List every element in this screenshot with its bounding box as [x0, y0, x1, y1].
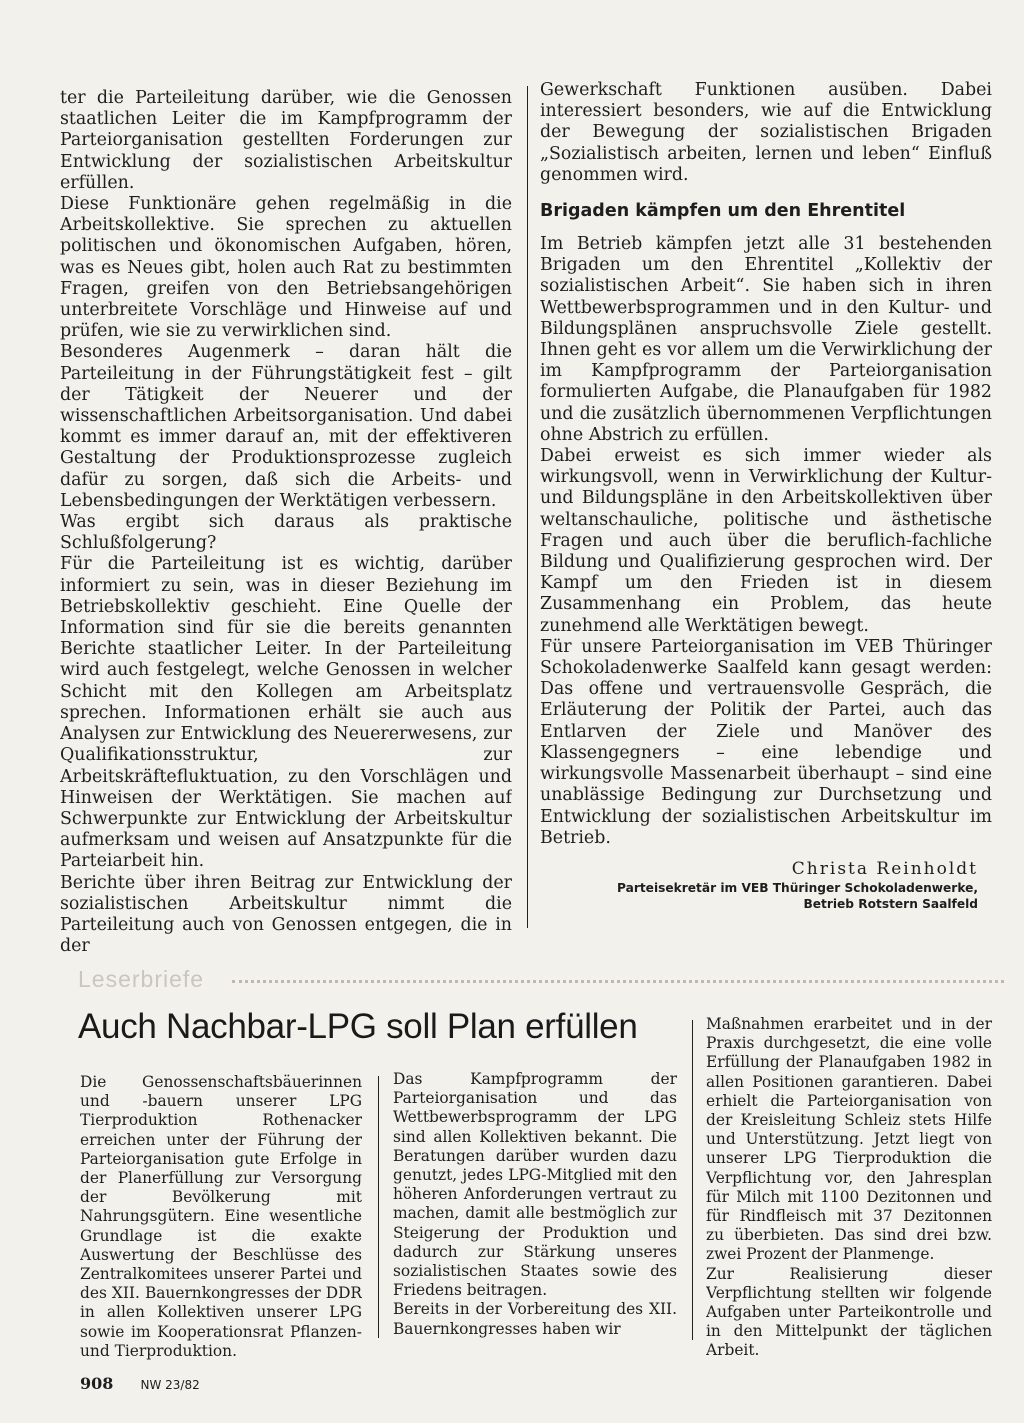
author-role: Parteisekretär im VEB Thüringer Schokoladenwerke,: [617, 881, 978, 896]
subheading: Brigaden kämpfen um den Ehrentitel: [540, 201, 906, 222]
column-divider: [378, 1076, 379, 1338]
paragraph: ter die Parteileitung darüber, wie die Genossen staatlichen Leiter die im Kampfprogramm der Parteiorganisation gestellten Forderungen zur Entwicklung der sozialistischen Arbeitskultur erfüllen.: [60, 88, 512, 193]
page-footer: [80, 1374, 200, 1393]
paragraph: Dabei erweist es sich immer wieder als wirkungsvoll, wenn in Verwirklichung der Kultur- und Bildungspläne in den Arbeitskollektiven über weltanschauliche, politische und ästhetische Fragen und auch über die beruflich-fachliche Bildung und Qualifizierung gesprochen wird. Der Kampf um den Frieden ist in diesem Zusammenhang ein Problem, das heute zunehmend alle Werktätigen bewegt.: [540, 446, 992, 636]
paragraph: Zur Realisierung dieser Verpflichtung stellten wir folgende Aufgaben unter Parteikontrolle und in den Mittelpunkt der täglichen Arbeit.: [706, 1264, 992, 1360]
letter-headline: Auch Nachbar-LPG soll Plan erfüllen: [78, 1007, 638, 1046]
paragraph: Berichte über ihren Beitrag zur Entwicklung der sozialistischen Arbeitskultur nimmt die Parteileitung auch von Genossen entgegen, die in der: [60, 872, 512, 957]
letter-column-2: [393, 1070, 677, 1339]
author-affiliation: Betrieb Rotstern Saalfeld: [803, 897, 978, 912]
article-column-right: [540, 80, 992, 912]
paragraph: Im Betrieb kämpfen jetzt alle 31 bestehenden Brigaden um den Ehrentitel „Kollektiv der sozialistischen Arbeit“. Sie haben sich in ihren Wettbewerbsprogrammen und in den Kultur- und Bildungsplänen anspruchsvolle Ziele gestellt. Ihnen geht es vor allem um die Verwirklichung der im Kampfprogramm der Parteiorganisation formulierten Aufgabe, die Planaufgaben für 1982 und die zusätzlich übernommenen Verpflichtungen ohne Abstrich zu erfüllen.: [540, 234, 992, 445]
paragraph: Für die Parteileitung ist es wichtig, darüber informiert zu sein, was in dieser Beziehung im Betriebskollektiv geschieht. Eine Quelle der Information sind für sie die bereits genannten Berichte staatlicher Leiter. In der Parteileitung wird auch festgelegt, welche Genossen in welcher Schicht mit den Kollegen am Arbeitsplatz sprechen. Informationen erhält sie auch aus Analysen zur Entwicklung des Neuererwesens, zur Qualifikationsstruktur, zur Arbeitskräftefluktuation, zu den Vorschlägen und Hinweisen der Werktätigen. Sie machen auf Schwerpunkte zur Entwicklung der Arbeitskultur aufmerksam und weisen auf Ansatzpunkte für die Parteiarbeit hin.: [60, 554, 512, 872]
paragraph: Für unsere Parteiorganisation im VEB Thüringer Schokoladenwerke Saalfeld kann gesagt werden: Das offene und vertrauensvolle Gespräch, die Erläuterung der Politik der Partei, auch das Entlarven der Ziele und Manöver des Klassengegners – eine lebendige und wirkungsvolle Massenarbeit überhaupt – sind eine unablässige Bedingung zur Durchsetzung und Entwicklung der sozialistischen Arbeitskultur im Betrieb.: [540, 636, 992, 848]
column-divider: [692, 1020, 693, 1340]
letter-column-1: [80, 1073, 362, 1361]
article-column-left: [60, 88, 512, 957]
section-divider: [232, 980, 1004, 983]
column-divider: [527, 86, 528, 928]
paragraph: Diese Funktionäre gehen regelmäßig in die Arbeitskollektive. Sie sprechen zu aktuellen politischen und ökonomischen Aufgaben, hören, was es Neues gibt, holen auch Rat zu bestimmten Fragen, greifen von den Betriebsangehörigen unterbreitete Vorschläge und Hinweise auf und prüfen, wie sie zu verwirklichen sind.: [60, 194, 512, 342]
section-label: Leserbriefe: [78, 966, 205, 992]
letter-column-3: [706, 1015, 992, 1361]
paragraph: Was ergibt sich daraus als praktische Schlußfolgerung?: [60, 512, 512, 554]
paragraph: Das Kampfprogramm der Parteiorganisation und das Wettbewerbsprogramm der LPG sind allen Kollektiven bekannt. Die Beratungen darüber wurden dazu genutzt, jedes LPG-Mitglied mit den höheren Anforderungen vertraut zu machen, damit alle bestmöglich zur Steigerung der Produktion und dadurch zur Stärkung unseres sozialistischen Staates sowie des Friedens beitragen.: [393, 1070, 677, 1300]
author-name: Christa Reinholdt: [791, 858, 978, 879]
page-number: 908: [80, 1374, 114, 1393]
paragraph: Bereits in der Vorbereitung des XII. Bauernkongresses haben wir: [393, 1300, 677, 1338]
paragraph: Maßnahmen erarbeitet und in der Praxis durchgesetzt, die eine volle Erfüllung der Planaufgaben 1982 in allen Positionen garantieren. Dabei erhielt die Parteiorganisation von der Kreisleitung Schleiz stets Hilfe und Unterstützung. Jetzt liegt von unserer LPG Tierproduktion die Verpflichtung vor, den Jahresplan für Milch mit 1100 Dezitonnen und für Rindfleisch mit 37 Dezitonnen zu überbieten. Das sind drei bzw. zwei Prozent der Planmenge.: [706, 1015, 992, 1264]
paragraph: Besonderes Augenmerk – daran hält die Parteileitung in der Führungstätigkeit fest – gilt der Tätigkeit der Neuerer und der wissenschaftlichen Arbeitsorganisation. Und dabei kommt es immer darauf an, mit der effektiveren Gestaltung der Produktionsprozesse zugleich dafür zu sorgen, daß sich die Arbeits- und Lebensbedingungen der Werktätigen verbessern.: [60, 342, 512, 511]
issue-label: NW 23/82: [140, 1378, 200, 1392]
paragraph: Gewerkschaft Funktionen ausüben. Dabei interessiert besonders, wie auf die Entwicklung der Bewegung der sozialistischen Brigaden „Sozialistisch arbeiten, lernen und leben“ Einfluß genommen wird.: [540, 80, 992, 185]
paragraph: Die Genossenschaftsbäuerinnen und -bauern unserer LPG Tierproduktion Rothenacker erreichen unter der Führung der Parteiorganisation gute Erfolge in der Planerfüllung zur Versorgung der Bevölkerung mit Nahrungsgütern. Eine wesentliche Grundlage ist die exakte Auswertung der Beschlüsse des Zentralkomitees unserer Partei und des XII. Bauernkongresses der DDR in allen Kollektiven unserer LPG sowie im Kooperationsrat Pflanzen- und Tierproduktion.: [80, 1073, 362, 1360]
